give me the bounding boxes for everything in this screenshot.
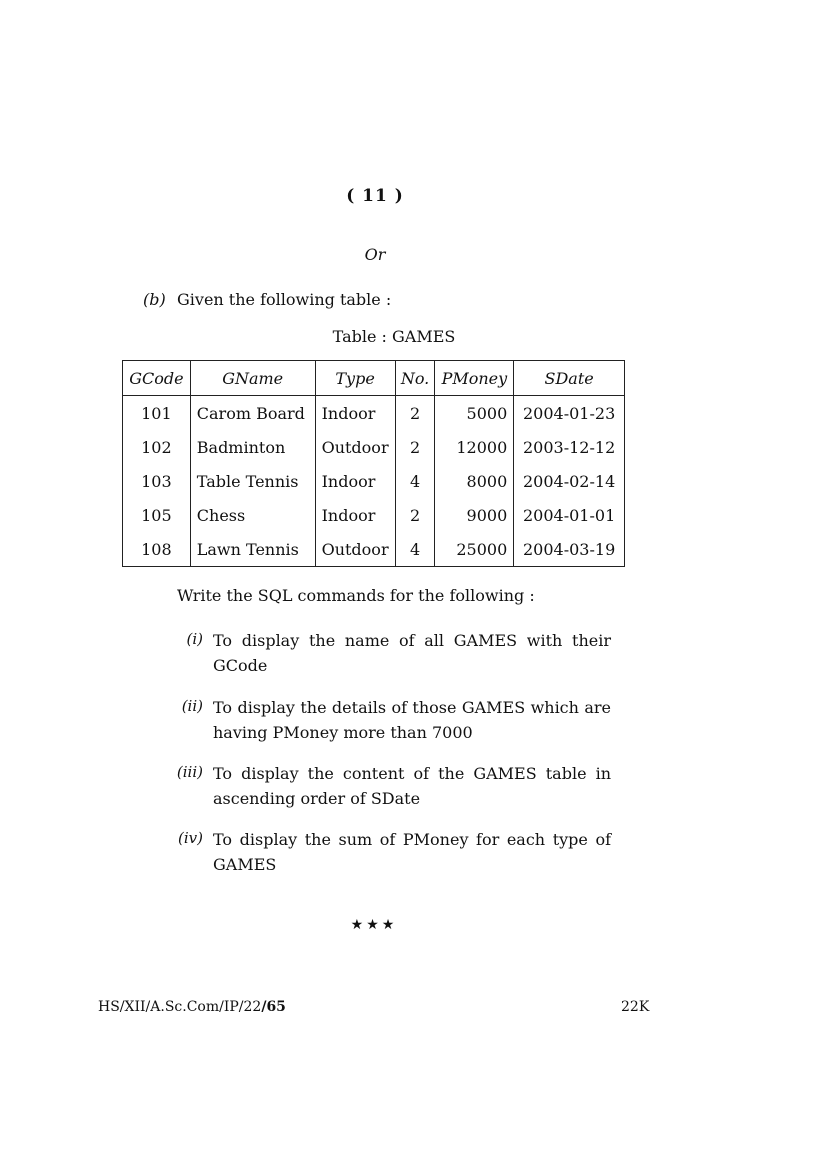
cell-gname: Carom Board — [190, 396, 315, 431]
end-stars: ★★★ — [350, 917, 398, 933]
cell-type: Indoor — [315, 498, 395, 532]
cell-gname: Lawn Tennis — [190, 532, 315, 567]
header-no: No. — [395, 361, 435, 396]
cell-pmoney: 9000 — [435, 498, 514, 532]
cell-type: Indoor — [315, 464, 395, 498]
header-gname: GName — [190, 361, 315, 396]
question-label: (b) — [143, 290, 166, 309]
sub-question-label: (i) — [186, 630, 203, 648]
cell-sdate: 2004-02-14 — [514, 464, 625, 498]
cell-gname: Badminton — [190, 430, 315, 464]
sub-question-text: To display the details of those GAMES which are having PMoney more than 7000 — [213, 698, 611, 742]
page-number: ( 11 ) — [346, 186, 404, 206]
footer-code-prefix: HS/XII/A.Sc.Com/IP/22 — [98, 999, 262, 1015]
cell-pmoney: 8000 — [435, 464, 514, 498]
instruction-text: Write the SQL commands for the following : — [177, 586, 535, 605]
header-type: Type — [315, 361, 395, 396]
cell-type: Outdoor — [315, 430, 395, 464]
cell-gname: Table Tennis — [190, 464, 315, 498]
cell-type: Indoor — [315, 396, 395, 431]
footer-code-suffix: /65 — [261, 999, 286, 1015]
cell-gcode: 108 — [123, 532, 191, 567]
table-caption: Table : GAMES — [332, 327, 456, 346]
cell-pmoney: 5000 — [435, 396, 514, 431]
cell-gcode: 105 — [123, 498, 191, 532]
footer-paper-code — [98, 999, 286, 1015]
sub-question-text: To display the sum of PMoney for each type of GAMES — [213, 830, 611, 874]
cell-sdate: 2004-03-19 — [514, 532, 625, 567]
cell-no: 4 — [395, 532, 435, 567]
cell-sdate: 2004-01-01 — [514, 498, 625, 532]
table-row — [123, 498, 625, 532]
cell-no: 2 — [395, 396, 435, 431]
table-header-row — [123, 361, 625, 396]
sub-question-label: (iv) — [178, 829, 203, 847]
or-separator: Or — [364, 245, 386, 264]
footer-print-count: 22K — [621, 999, 650, 1015]
cell-no: 2 — [395, 498, 435, 532]
cell-no: 2 — [395, 430, 435, 464]
cell-gcode: 102 — [123, 430, 191, 464]
table-row — [123, 464, 625, 498]
header-sdate: SDate — [514, 361, 625, 396]
sub-question-label: (ii) — [181, 697, 203, 715]
cell-pmoney: 12000 — [435, 430, 514, 464]
table-row — [123, 396, 625, 431]
cell-gname: Chess — [190, 498, 315, 532]
table-row — [123, 532, 625, 567]
cell-sdate: 2004-01-23 — [514, 396, 625, 431]
cell-type: Outdoor — [315, 532, 395, 567]
cell-sdate: 2003-12-12 — [514, 430, 625, 464]
cell-pmoney: 25000 — [435, 532, 514, 567]
games-table — [122, 360, 625, 567]
sub-question-text: To display the content of the GAMES table in ascending order of SDate — [213, 764, 611, 808]
sub-question-label: (iii) — [176, 763, 203, 781]
sub-question-text: To display the name of all GAMES with their GCode — [213, 631, 611, 675]
header-gcode: GCode — [123, 361, 191, 396]
question-intro: Given the following table : — [177, 290, 392, 309]
cell-no: 4 — [395, 464, 435, 498]
cell-gcode: 101 — [123, 396, 191, 431]
header-pmoney: PMoney — [435, 361, 514, 396]
table-row — [123, 430, 625, 464]
cell-gcode: 103 — [123, 464, 191, 498]
